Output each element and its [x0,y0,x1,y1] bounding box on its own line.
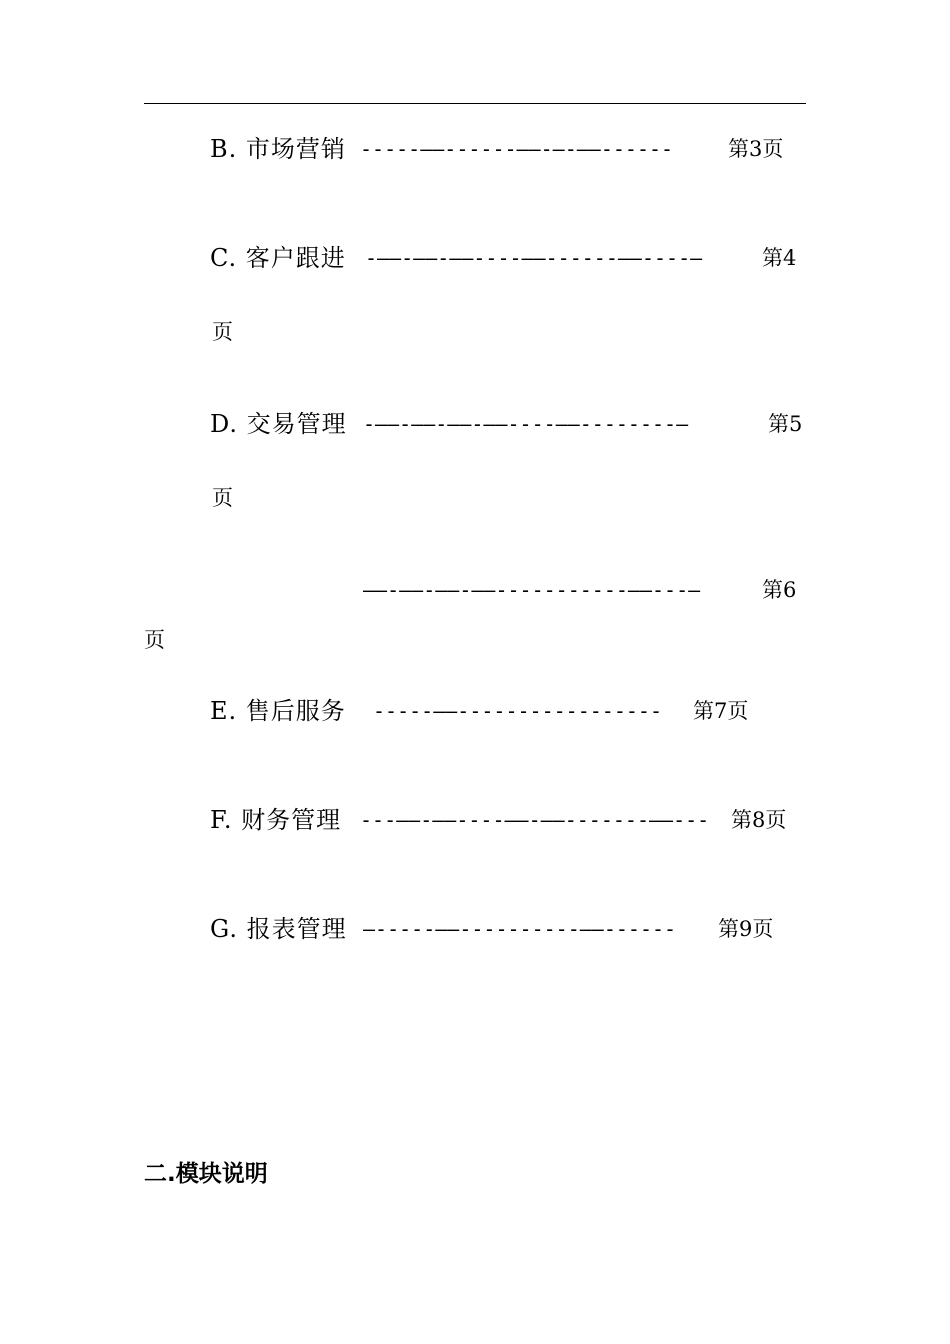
toc-page-wrap-cont: 页 [144,628,165,652]
toc-label-d: D. 交易管理 [210,410,347,438]
toc-page-f: 第8页 [731,808,787,832]
toc-label-f: F. 财务管理 [210,806,342,834]
header-rule [144,103,806,104]
toc-leader-cont: ——-——-——-——-----------——---— [363,578,701,602]
toc-page-e: 第7页 [693,699,749,723]
toc-page-wrap-c: 页 [212,320,233,344]
toc-page-cont: 第6 [762,578,797,602]
toc-label-g: G. 报表管理 [210,915,347,943]
toc-leader-d: -——-——-——-——----——--------— [363,412,689,436]
toc-leader-b: -----——------——-—-——------ [360,137,674,161]
toc-label-c: C. 客户跟进 [210,244,346,272]
toc-page-d: 第5 [768,412,803,436]
toc-page-c: 第4 [762,246,797,270]
toc-page-g: 第9页 [718,917,774,941]
toc-label-b: B. 市场营销 [210,135,346,163]
toc-leader-f: ---——-——----——-——-------——--- [360,808,710,832]
toc-page-wrap-d: 页 [212,486,233,510]
section-heading: 二.模块说明 [144,1161,268,1187]
toc-label-e: E. 售后服务 [210,697,346,725]
toc-leader-e: -----——----------------- [373,699,662,723]
toc-leader-c: -——-——-——----——------——----— [365,246,703,270]
toc-page-b: 第3页 [728,137,784,161]
toc-leader-g: —-----——----------——------ [363,917,677,941]
